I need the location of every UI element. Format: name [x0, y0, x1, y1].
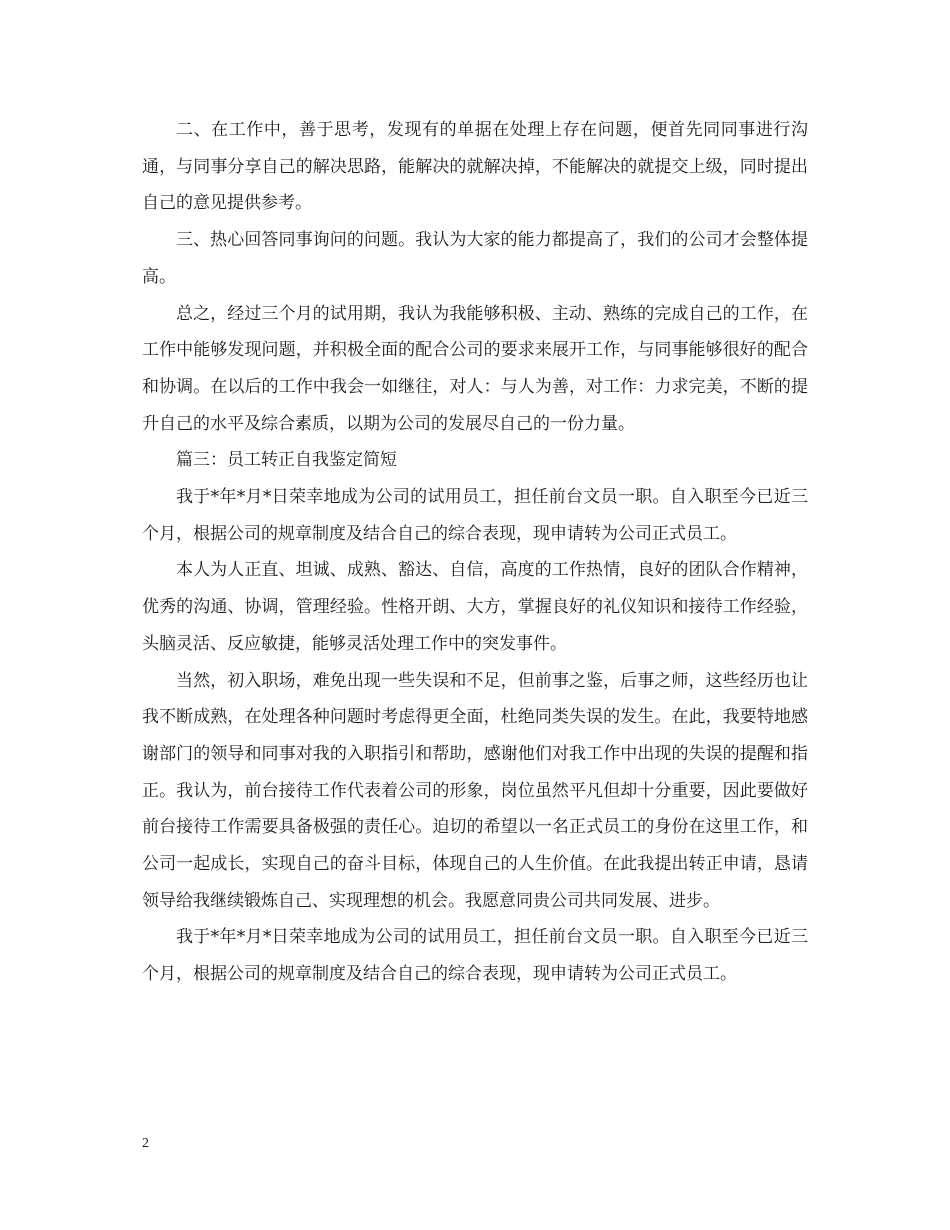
document-body [142, 112, 808, 993]
page-number: 2 [142, 1136, 149, 1151]
paragraph-summary: 总之，经过三个月的试用期，我认为我能够积极、主动、熟练的完成自己的工作，在工作中能够发现问题，并积极全面的配合公司的要求来展开工作，与同事能够很好的配合和协调。在以后的工作中我会一如继往，对人：与人为善，对工作：力求完美，不断的提升自己的水平及综合素质，以期为公司的发展尽自己的一份力量。 [142, 303, 808, 434]
section-heading: 篇三：员工转正自我鉴定简短 [176, 450, 397, 471]
paragraph-answer-questions: 三、热心回答同事询问的问题。我认为大家的能力都提高了，我们的公司才会整体提高。 [142, 230, 808, 287]
paragraph-intro: 我于*年*月*日荣幸地成为公司的试用员工，担任前台文员一职。自入职至今已近三个月，根据公司的规章制度及结合自己的综合表现，现申请转为公司正式员工。 [142, 487, 808, 544]
paragraph-reflection: 当然，初入职场，难免出现一些失误和不足，但前事之鉴，后事之师，这些经历也让我不断成熟，在处理各种问题时考虑得更全面，杜绝同类失误的发生。在此，我要特地感谢部门的领导和同事对我的入职指引和帮助，感谢他们对我工作中出现的失误的提醒和指正。我认为，前台接待工作代表着公司的形象，岗位虽然平凡但却十分重要，因此要做好前台接待工作需要具备极强的责任心。迫切的希望以一名正式员工的身份在这里工作，和公司一起成长，实现自己的奋斗目标，体现自己的人生价值。在此我提出转正申请，恳请领导给我继续锻炼自己、实现理想的机会。我愿意同贵公司共同发展、进步。 [142, 670, 808, 911]
paragraph-work-thinking: 二、在工作中，善于思考，发现有的单据在处理上存在问题，便首先同同事进行沟通，与同事分享自己的解决思路，能解决的就解决掉，不能解决的就提交上级，同时提出自己的意见提供参考。 [142, 120, 808, 214]
paragraph-personality: 本人为人正直、坦诚、成熟、豁达、自信，高度的工作热情，良好的团队合作精神，优秀的沟通、协调，管理经验。性格开朗、大方，掌握良好的礼仪知识和接待工作经验，头脑灵活、反应敏捷，能够灵活处理工作中的突发事件。 [142, 560, 808, 654]
paragraph-intro-repeat: 我于*年*月*日荣幸地成为公司的试用员工，担任前台文员一职。自入职至今已近三个月，根据公司的规章制度及结合自己的综合表现，现申请转为公司正式员工。 [142, 927, 808, 985]
